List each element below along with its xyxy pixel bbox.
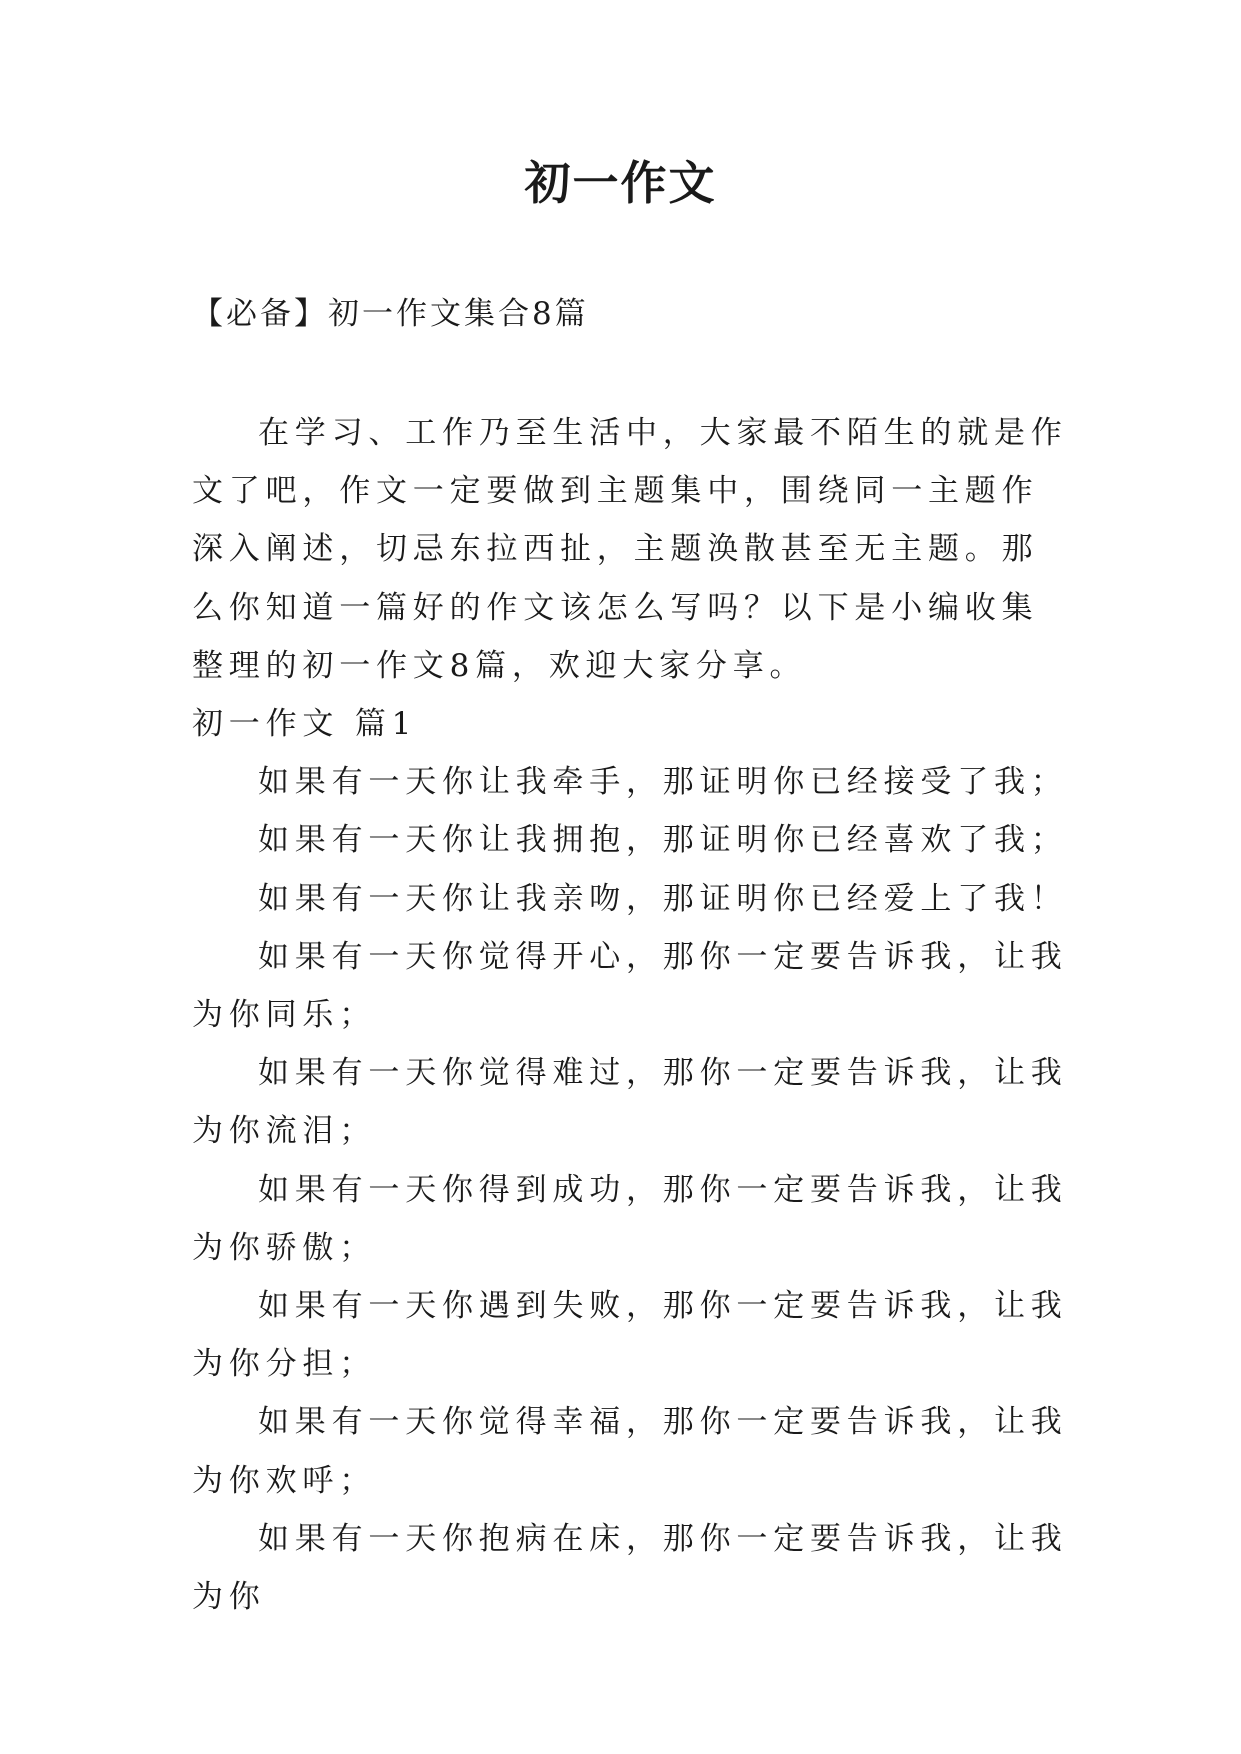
paragraph: 如果有一天你抱病在床，那你一定要告诉我，让我为你 <box>192 1520 1068 1616</box>
paragraph: 如果有一天你让我拥抱，那证明你已经喜欢了我； <box>258 822 1068 859</box>
paragraph: 如果有一天你得到成功，那你一定要告诉我，让我为你骄傲； <box>192 1171 1068 1266</box>
paragraph: 如果有一天你让我牵手，那证明你已经接受了我； <box>258 764 1068 801</box>
paragraph: 如果有一天你觉得开心，那你一定要告诉我，让我为你同乐； <box>192 938 1068 1034</box>
section-heading: 初一作文 篇1 <box>192 706 418 743</box>
paragraph: 如果有一天你遇到失败，那你一定要告诉我，让我为你分担； <box>192 1288 1068 1383</box>
paragraph: 如果有一天你觉得幸福，那你一定要告诉我，让我为你欢呼； <box>192 1404 1068 1499</box>
paragraph: 如果有一天你觉得难过，那你一定要告诉我，让我为你流泪； <box>192 1055 1068 1150</box>
paragraph: 如果有一天你让我亲吻，那证明你已经爱上了我！ <box>258 880 1068 917</box>
document-subtitle: 【必备】初一作文集合8篇 <box>192 296 589 332</box>
document-body <box>192 404 1072 1626</box>
intro-paragraph: 在学习、工作乃至生活中，大家最不陌生的就是作文了吧，作文一定要做到主题集中，围绕同一主题作深入阐述，切忌东拉西扯，主题涣散甚至无主题。那么你知道一篇好的作文该怎么写吗？以下是小编收集整理的初一作文8篇，欢迎大家分享。 <box>192 415 1068 684</box>
document-title: 初一作文 <box>524 156 717 210</box>
